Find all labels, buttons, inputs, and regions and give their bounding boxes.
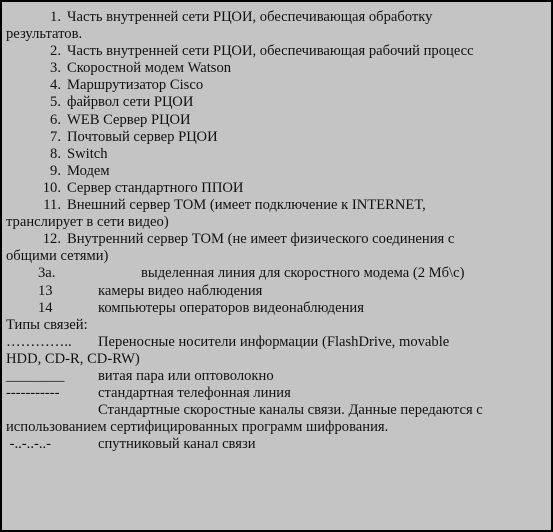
- legend-text: спутниковый канал связи: [98, 436, 256, 453]
- item-text: Маршрутизатор Cisco: [67, 77, 204, 94]
- item-number: 6.: [50, 111, 61, 128]
- sub-item-number: 14: [38, 299, 53, 316]
- list-item: [6, 180, 547, 197]
- legend-text: стандартная телефонная линия: [98, 385, 291, 402]
- item-number: 1.: [50, 9, 61, 25]
- list-item: [6, 77, 547, 94]
- legend-row: [6, 334, 547, 351]
- legend-continuation: HDD, CD-R, CD-RW): [6, 350, 140, 367]
- item-text: Внутренний сервер ТОМ (не имеет физического соединения с: [67, 231, 455, 248]
- legend-symbol: ________: [6, 367, 65, 384]
- item-continuation: общими сетями): [6, 248, 109, 265]
- item-number: 7.: [50, 128, 61, 145]
- list-item: [6, 94, 547, 111]
- list-item: [6, 197, 547, 214]
- legend-row: [6, 385, 547, 402]
- legend-text: Стандартные скоростные каналы связи. Данные передаются с: [98, 402, 483, 419]
- item-number: 8.: [50, 145, 61, 162]
- item-text: Внешний сервер ТОМ (имеет подключение к INTERNET,: [67, 197, 426, 214]
- item-text: Switch: [67, 145, 108, 162]
- item-number: 12.: [42, 231, 61, 248]
- item-number: 2.: [50, 43, 61, 60]
- item-text: Модем: [67, 162, 110, 179]
- legend-continuation: использованием сертифицированных программ шифрования.: [6, 419, 389, 436]
- item-continuation: транслирует в сети видео): [6, 214, 169, 231]
- sub-item: [6, 300, 547, 317]
- item-text: файрвол сети РЦОИ: [67, 94, 194, 111]
- list-item: [6, 231, 547, 248]
- legend-symbol: …………..: [6, 333, 72, 350]
- sub-item-number: 3а.: [38, 265, 56, 282]
- sub-item-text: компьютеры операторов видеонаблюдения: [98, 299, 364, 316]
- sub-item-text: выделенная линия для скоростного модема (2 Мб\с): [141, 265, 465, 282]
- legend-row: [6, 402, 547, 419]
- list-item: [6, 60, 547, 77]
- sub-item-text: камеры видео наблюдения: [98, 282, 263, 299]
- item-number: 4.: [50, 77, 61, 94]
- list-item: [6, 43, 547, 60]
- list-item: [6, 146, 547, 163]
- item-continuation: результатов.: [6, 26, 83, 43]
- list-item: [6, 112, 547, 129]
- legend-symbol: -----------: [6, 385, 60, 402]
- item-number: 11.: [43, 197, 61, 214]
- legend-text: витая пара или оптоволокно: [98, 367, 274, 384]
- legend-row: [6, 368, 547, 385]
- item-text: Сервер стандартного ППОИ: [67, 179, 244, 196]
- legend-title: Типы связей:: [6, 316, 88, 333]
- document-body: [6, 9, 547, 453]
- list-item: [6, 129, 547, 146]
- item-text: Скоростной модем Watson: [67, 60, 232, 77]
- sub-item-number: 13: [38, 282, 53, 299]
- item-number: 5.: [50, 94, 61, 111]
- list-item: [6, 9, 547, 26]
- sub-item: [6, 265, 547, 282]
- item-text: Почтовый сервер РЦОИ: [67, 128, 218, 145]
- legend-row: [6, 436, 547, 453]
- sub-item: [6, 283, 547, 300]
- item-text: Часть внутренней сети РЦОИ, обеспечивающая обработку: [67, 9, 433, 25]
- legend-symbol: -..-..-..-: [6, 436, 51, 453]
- list-item: [6, 163, 547, 180]
- item-number: 3.: [50, 60, 61, 77]
- item-number: 10.: [42, 179, 61, 196]
- item-text: Часть внутренней сети РЦОИ, обеспечивающая рабочий процесс: [67, 43, 474, 60]
- item-text: WEB Сервер РЦОИ: [67, 111, 191, 128]
- item-number: 9.: [50, 162, 61, 179]
- legend-text: Переносные носители информации (FlashDrive, movable: [98, 333, 450, 350]
